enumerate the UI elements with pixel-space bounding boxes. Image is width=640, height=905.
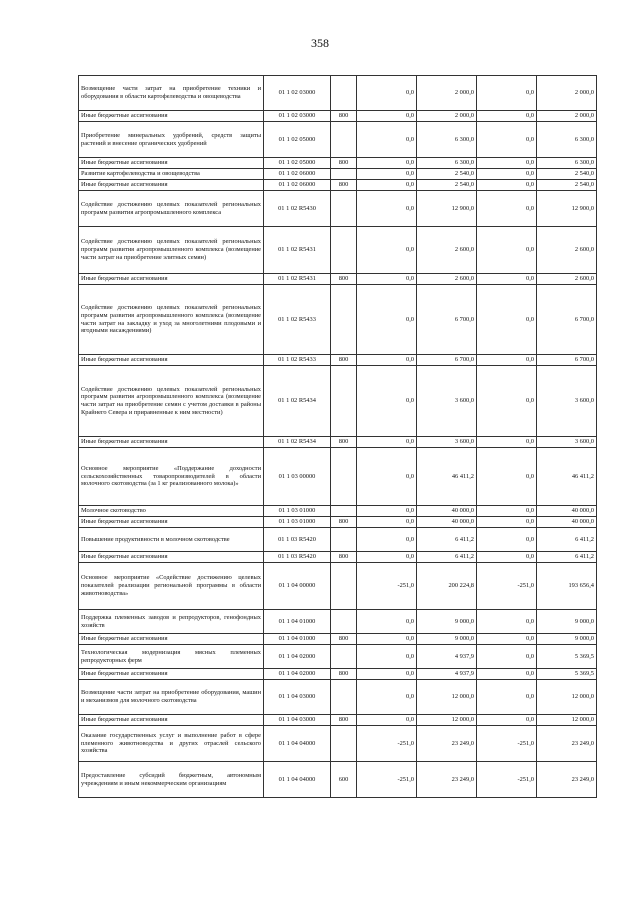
row-name: Оказание государственных услуг и выполнение работ в сфере племенного животноводства и других отраслей сельского хозяйства [79,726,264,762]
row-name: Приобретение минеральных удобрений, средств защиты растений и внесение органических удобрений [79,122,264,158]
row-expense-type [331,506,357,517]
row-value-2: 6 411,2 [417,528,477,552]
row-name: Иные бюджетные ассигнования [79,274,264,285]
row-expense-type: 800 [331,552,357,563]
row-expense-type [331,169,357,180]
row-value-1: -251,0 [357,762,417,798]
row-name: Иные бюджетные ассигнования [79,180,264,191]
row-name: Иные бюджетные ассигнования [79,111,264,122]
row-value-4: 9 000,0 [537,610,597,634]
row-value-2: 40 000,0 [417,506,477,517]
row-code: 01 1 03 01000 [264,506,331,517]
table-row [79,506,597,517]
table-row [79,715,597,726]
row-value-1: 0,0 [357,448,417,506]
table-row [79,76,597,111]
row-value-2: 2 600,0 [417,227,477,274]
row-code: 01 1 02 06000 [264,169,331,180]
row-value-1: 0,0 [357,517,417,528]
page-number: 358 [311,36,329,50]
row-expense-type [331,285,357,355]
row-expense-type [331,227,357,274]
row-value-3: 0,0 [477,517,537,528]
row-value-2: 2 540,0 [417,180,477,191]
row-value-3: 0,0 [477,645,537,669]
row-value-1: 0,0 [357,680,417,715]
row-value-3: 0,0 [477,355,537,366]
row-value-3: 0,0 [477,76,537,111]
row-value-3: 0,0 [477,366,537,437]
row-value-4: 40 000,0 [537,517,597,528]
row-value-2: 6 700,0 [417,285,477,355]
table-row [79,227,597,274]
row-expense-type: 800 [331,517,357,528]
row-expense-type [331,76,357,111]
row-expense-type: 800 [331,437,357,448]
row-value-1: 0,0 [357,552,417,563]
row-expense-type [331,122,357,158]
table-row [79,122,597,158]
row-value-2: 2 600,0 [417,274,477,285]
row-value-2: 2 540,0 [417,169,477,180]
row-value-1: 0,0 [357,191,417,227]
row-code: 01 1 02 R5434 [264,437,331,448]
table-row [79,563,597,610]
row-value-4: 2 000,0 [537,111,597,122]
row-code: 01 1 02 06000 [264,180,331,191]
row-value-4: 9 000,0 [537,634,597,645]
row-code: 01 1 02 R5431 [264,227,331,274]
row-code: 01 1 02 05000 [264,122,331,158]
row-expense-type: 800 [331,274,357,285]
row-value-4: 5 369,5 [537,669,597,680]
row-value-3: 0,0 [477,552,537,563]
row-value-3: 0,0 [477,680,537,715]
row-value-2: 12 000,0 [417,715,477,726]
table-row [79,552,597,563]
table-row [79,610,597,634]
row-value-4: 2 540,0 [537,180,597,191]
row-value-1: 0,0 [357,285,417,355]
row-value-2: 6 300,0 [417,122,477,158]
table-row [79,645,597,669]
row-name: Молочное скотоводство [79,506,264,517]
row-value-3: 0,0 [477,528,537,552]
row-code: 01 1 04 02000 [264,669,331,680]
row-value-3: 0,0 [477,669,537,680]
row-expense-type [331,645,357,669]
row-value-2: 46 411,2 [417,448,477,506]
table-row [79,355,597,366]
row-expense-type [331,610,357,634]
row-name: Возмещение части затрат на приобретение техники и оборудования в области картофелеводства и овощеводства [79,76,264,111]
table-row [79,669,597,680]
table-row [79,285,597,355]
row-value-1: 0,0 [357,634,417,645]
row-value-3: 0,0 [477,158,537,169]
row-expense-type [331,726,357,762]
row-name: Содействие достижению целевых показателей региональных программ развития агропромышленного комплекса (возмещение части затрат на закладку и уход за многолетними плодовыми и ягодными насаждениями) [79,285,264,355]
row-value-4: 2 540,0 [537,169,597,180]
row-value-4: 6 300,0 [537,122,597,158]
row-value-3: 0,0 [477,610,537,634]
row-value-3: 0,0 [477,227,537,274]
table-row [79,680,597,715]
row-value-2: 2 000,0 [417,76,477,111]
table-row [79,180,597,191]
row-code: 01 1 02 03000 [264,111,331,122]
row-value-4: 6 411,2 [537,552,597,563]
row-expense-type [331,563,357,610]
row-expense-type [331,366,357,437]
row-expense-type [331,528,357,552]
row-expense-type: 800 [331,111,357,122]
row-name: Основное мероприятие «Поддержание доходности сельскохозяйственных товаропроизводителей в области молочного скотоводства (за 1 кг реализованного молока)» [79,448,264,506]
row-name: Иные бюджетные ассигнования [79,517,264,528]
row-value-1: 0,0 [357,610,417,634]
row-code: 01 1 02 05000 [264,158,331,169]
row-value-1: 0,0 [357,366,417,437]
row-name: Иные бюджетные ассигнования [79,715,264,726]
row-code: 01 1 04 03000 [264,680,331,715]
table-row [79,528,597,552]
row-value-1: 0,0 [357,715,417,726]
row-value-3: 0,0 [477,122,537,158]
row-value-1: -251,0 [357,726,417,762]
row-expense-type: 600 [331,762,357,798]
row-value-4: 12 000,0 [537,715,597,726]
row-value-3: -251,0 [477,726,537,762]
row-value-2: 6 411,2 [417,552,477,563]
row-code: 01 1 02 R5433 [264,285,331,355]
row-value-3: 0,0 [477,506,537,517]
row-expense-type: 800 [331,634,357,645]
row-name: Основное мероприятие «Содействие достижению целевых показателей реализации региональной программы в области животноводства» [79,563,264,610]
row-value-1: 0,0 [357,645,417,669]
row-code: 01 1 02 R5434 [264,366,331,437]
row-name: Содействие достижению целевых показателей региональных программ развития агропромышленного комплекса [79,191,264,227]
table-row [79,517,597,528]
row-expense-type: 800 [331,669,357,680]
table-row [79,111,597,122]
row-value-4: 193 656,4 [537,563,597,610]
row-name: Иные бюджетные ассигнования [79,355,264,366]
row-value-4: 2 000,0 [537,76,597,111]
row-value-1: 0,0 [357,158,417,169]
budget-table [78,75,597,798]
row-value-1: 0,0 [357,506,417,517]
row-code: 01 1 02 R5431 [264,274,331,285]
row-code: 01 1 04 01000 [264,610,331,634]
row-code: 01 1 02 R5430 [264,191,331,227]
row-value-4: 12 000,0 [537,680,597,715]
row-name: Иные бюджетные ассигнования [79,669,264,680]
row-value-3: 0,0 [477,285,537,355]
row-name: Иные бюджетные ассигнования [79,634,264,645]
row-value-1: 0,0 [357,528,417,552]
row-value-4: 6 700,0 [537,355,597,366]
row-code: 01 1 04 00000 [264,563,331,610]
row-value-3: -251,0 [477,563,537,610]
row-name: Содействие достижению целевых показателей региональных программ развития агропромышленного комплекса (возмещение части затрат на приобретение семян с учетом доставки в районы Крайнего Севера и приравненные к ним местности) [79,366,264,437]
row-value-1: 0,0 [357,76,417,111]
row-value-4: 6 411,2 [537,528,597,552]
row-value-3: 0,0 [477,180,537,191]
row-value-3: -251,0 [477,762,537,798]
row-name: Иные бюджетные ассигнования [79,158,264,169]
row-value-4: 40 000,0 [537,506,597,517]
row-value-4: 6 700,0 [537,285,597,355]
row-code: 01 1 02 03000 [264,76,331,111]
row-value-2: 6 300,0 [417,158,477,169]
row-expense-type [331,680,357,715]
row-value-3: 0,0 [477,274,537,285]
row-value-1: 0,0 [357,355,417,366]
row-value-2: 4 937,9 [417,669,477,680]
row-value-3: 0,0 [477,715,537,726]
table-row [79,448,597,506]
row-value-1: 0,0 [357,180,417,191]
row-value-1: 0,0 [357,169,417,180]
row-expense-type [331,448,357,506]
row-code: 01 1 04 01000 [264,634,331,645]
row-value-4: 23 249,0 [537,762,597,798]
row-code: 01 1 03 01000 [264,517,331,528]
table-row [79,437,597,448]
row-value-3: 0,0 [477,169,537,180]
row-expense-type: 800 [331,355,357,366]
row-expense-type: 800 [331,158,357,169]
row-name: Возмещение части затрат на приобретение оборудования, машин и механизмов для молочного скотоводства [79,680,264,715]
table-row [79,366,597,437]
row-value-1: 0,0 [357,669,417,680]
table-row [79,726,597,762]
row-name: Содействие достижению целевых показателей региональных программ развития агропромышленного комплекса (возмещение части затрат на приобретение элитных семян) [79,227,264,274]
row-value-4: 3 600,0 [537,366,597,437]
row-code: 01 1 03 R5420 [264,552,331,563]
row-name: Предоставление субсидий бюджетным, автономным учреждениям и иным некоммерческим организациям [79,762,264,798]
row-value-4: 23 249,0 [537,726,597,762]
row-expense-type: 800 [331,180,357,191]
row-code: 01 1 04 03000 [264,715,331,726]
row-value-4: 12 900,0 [537,191,597,227]
budget-table-body [79,76,597,798]
row-expense-type [331,191,357,227]
row-value-2: 6 700,0 [417,355,477,366]
row-value-4: 46 411,2 [537,448,597,506]
row-value-2: 23 249,0 [417,762,477,798]
row-name: Технологическая модернизация мясных племенных репродукторных ферм [79,645,264,669]
row-name: Иные бюджетные ассигнования [79,552,264,563]
row-expense-type: 800 [331,715,357,726]
row-value-2: 200 224,8 [417,563,477,610]
row-code: 01 1 04 02000 [264,645,331,669]
row-value-4: 6 300,0 [537,158,597,169]
row-code: 01 1 03 R5420 [264,528,331,552]
row-value-2: 12 000,0 [417,680,477,715]
table-row [79,191,597,227]
row-value-2: 40 000,0 [417,517,477,528]
table-row [79,634,597,645]
row-value-4: 3 600,0 [537,437,597,448]
table-row [79,274,597,285]
row-value-1: 0,0 [357,111,417,122]
row-value-4: 2 600,0 [537,274,597,285]
row-code: 01 1 03 00000 [264,448,331,506]
table-row [79,169,597,180]
row-value-3: 0,0 [477,634,537,645]
row-name: Развитие картофелеводства и овощеводства [79,169,264,180]
row-name: Повышение продуктивности в молочном скотоводстве [79,528,264,552]
row-value-2: 9 000,0 [417,634,477,645]
row-value-3: 0,0 [477,448,537,506]
row-value-1: -251,0 [357,563,417,610]
row-value-1: 0,0 [357,122,417,158]
table-row [79,158,597,169]
table-row [79,762,597,798]
row-value-1: 0,0 [357,274,417,285]
row-value-2: 2 000,0 [417,111,477,122]
row-value-2: 4 937,9 [417,645,477,669]
row-code: 01 1 04 04000 [264,762,331,798]
row-value-1: 0,0 [357,227,417,274]
row-code: 01 1 02 R5433 [264,355,331,366]
row-name: Поддержка племенных заводов и репродукторов, генофондных хозяйств [79,610,264,634]
row-name: Иные бюджетные ассигнования [79,437,264,448]
row-code: 01 1 04 04000 [264,726,331,762]
row-value-2: 3 600,0 [417,366,477,437]
row-value-2: 23 249,0 [417,726,477,762]
row-value-3: 0,0 [477,437,537,448]
row-value-2: 3 600,0 [417,437,477,448]
row-value-2: 12 900,0 [417,191,477,227]
row-value-4: 5 369,5 [537,645,597,669]
row-value-2: 9 000,0 [417,610,477,634]
row-value-1: 0,0 [357,437,417,448]
row-value-3: 0,0 [477,191,537,227]
row-value-4: 2 600,0 [537,227,597,274]
row-value-3: 0,0 [477,111,537,122]
